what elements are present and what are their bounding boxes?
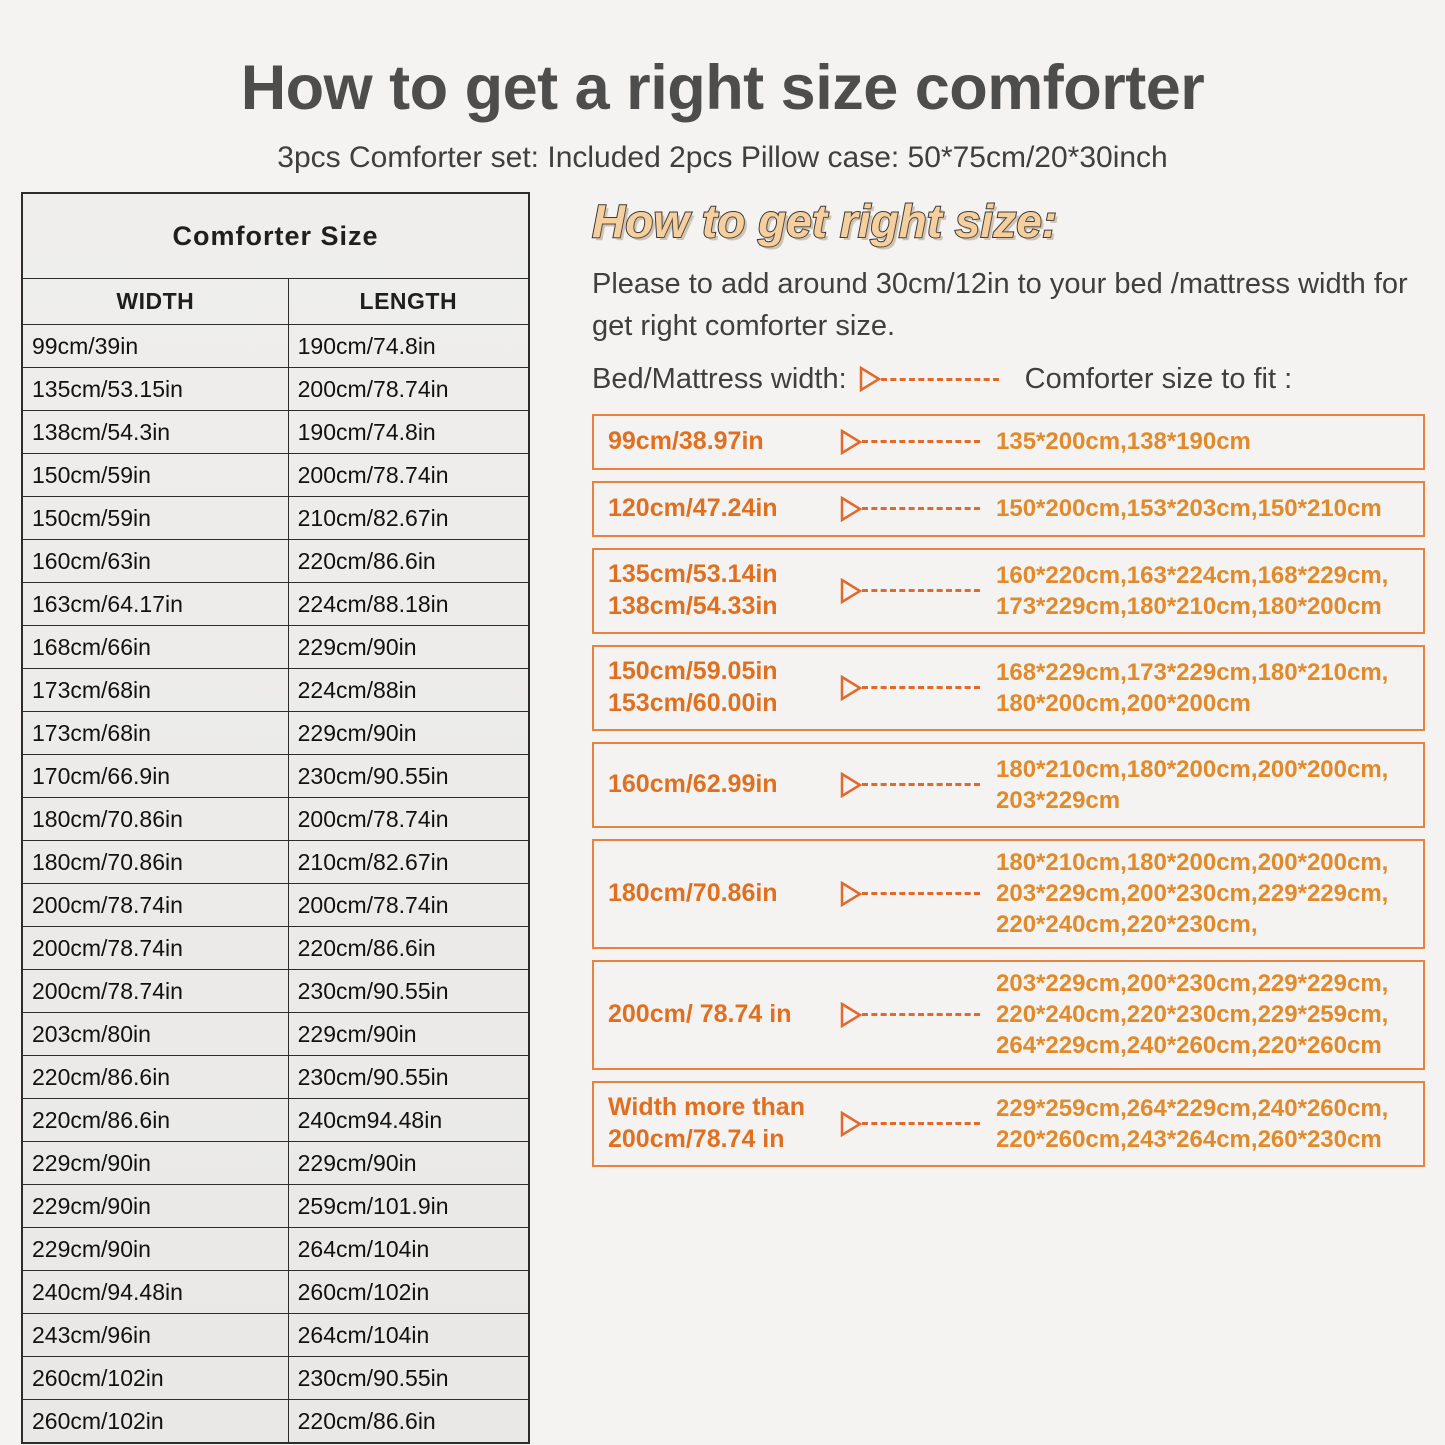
mapping-row xyxy=(592,481,1425,537)
cell-width: 180cm/70.86in xyxy=(23,841,288,884)
mapping-row xyxy=(592,548,1425,634)
cell-length: 220cm/86.6in xyxy=(288,927,528,970)
cell-width: 229cm/90in xyxy=(23,1228,288,1271)
cell-width: 260cm/102in xyxy=(23,1400,288,1443)
mapping-row xyxy=(592,960,1425,1070)
cell-width: 240cm/94.48in xyxy=(23,1271,288,1314)
mapping-row xyxy=(592,1081,1425,1167)
cell-length: 200cm/78.74in xyxy=(288,368,528,411)
cell-width: 160cm/63in xyxy=(23,540,288,583)
cell-length: 220cm/86.6in xyxy=(288,1400,528,1443)
cell-width: 203cm/80in xyxy=(23,1013,288,1056)
cell-length: 230cm/90.55in xyxy=(288,1056,528,1099)
dashed-line xyxy=(862,1122,980,1125)
mapping-bed-width: 135cm/53.14in 138cm/54.33in xyxy=(608,560,778,620)
cell-length: 230cm/90.55in xyxy=(288,1357,528,1400)
table-row xyxy=(23,1357,528,1400)
table-row xyxy=(23,497,528,540)
mapping-comforter-sizes: 135*200cm,138*190cm xyxy=(996,428,1251,456)
cell-width: 220cm/86.6in xyxy=(23,1099,288,1142)
dashed-line xyxy=(862,440,980,443)
dashed-line xyxy=(862,1013,980,1016)
mapping-row xyxy=(592,645,1425,731)
table-row xyxy=(23,325,528,368)
cell-width: 229cm/90in xyxy=(23,1185,288,1228)
mapping-bed-width: 180cm/70.86in xyxy=(608,879,778,908)
mapping-bed-width: 120cm/47.24in xyxy=(608,494,778,523)
table-row xyxy=(23,755,528,798)
mapping-comforter-sizes: 180*210cm,180*200cm,200*200cm, 203*229cm xyxy=(996,755,1389,814)
cell-width: 173cm/68in xyxy=(23,712,288,755)
cell-length: 230cm/90.55in xyxy=(288,755,528,798)
table-row xyxy=(23,1314,528,1357)
cell-length: 264cm/104in xyxy=(288,1228,528,1271)
mapping-comforter-sizes: 168*229cm,173*229cm,180*210cm, 180*200cm,200*200cm xyxy=(996,658,1389,717)
table-row xyxy=(23,798,528,841)
mapping-bed-width: 200cm/ 78.74 in xyxy=(608,1000,792,1029)
cell-width: 243cm/96in xyxy=(23,1314,288,1357)
column-header-width: WIDTH xyxy=(23,279,288,325)
arrow-right-icon xyxy=(840,1111,990,1137)
mapping-bed-width: Width more than 200cm/78.74 in xyxy=(608,1093,805,1153)
cell-length: 260cm/102in xyxy=(288,1271,528,1314)
cell-length: 230cm/90.55in xyxy=(288,970,528,1013)
cell-length: 200cm/78.74in xyxy=(288,454,528,497)
table-row xyxy=(23,884,528,927)
cell-width: 229cm/90in xyxy=(23,1142,288,1185)
cell-width: 170cm/66.9in xyxy=(23,755,288,798)
cell-width: 180cm/70.86in xyxy=(23,798,288,841)
arrow-right-icon xyxy=(840,429,990,455)
arrow-right-icon xyxy=(840,578,990,604)
table-row xyxy=(23,1271,528,1314)
dashed-line xyxy=(862,686,980,689)
table-caption: Comforter Size xyxy=(23,194,528,279)
arrow-right-icon xyxy=(840,1002,990,1028)
cell-width: 173cm/68in xyxy=(23,669,288,712)
dashed-line xyxy=(862,507,980,510)
mapping-row xyxy=(592,742,1425,828)
cell-length: 200cm/78.74in xyxy=(288,884,528,927)
table-row xyxy=(23,669,528,712)
mapping-comforter-sizes: 203*229cm,200*230cm,229*229cm, 220*240cm,220*230cm,229*259cm, 264*229cm,240*260cm,220*260cm xyxy=(996,969,1389,1060)
arrow-right-icon xyxy=(840,675,990,701)
cell-width: 163cm/64.17in xyxy=(23,583,288,626)
mapping-comforter-sizes: 229*259cm,264*229cm,240*260cm, 220*260cm,243*264cm,260*230cm xyxy=(996,1094,1389,1153)
cell-length: 224cm/88in xyxy=(288,669,528,712)
table-row xyxy=(23,368,528,411)
cell-width: 168cm/66in xyxy=(23,626,288,669)
legend-label-left: Bed/Mattress width: xyxy=(592,362,847,395)
cell-width: 135cm/53.15in xyxy=(23,368,288,411)
mapping-row xyxy=(592,839,1425,949)
table-row xyxy=(23,1400,528,1443)
table-row xyxy=(23,1185,528,1228)
cell-length: 259cm/101.9in xyxy=(288,1185,528,1228)
dashed-line xyxy=(862,892,980,895)
mapping-bed-width: 99cm/38.97in xyxy=(608,427,764,456)
arrow-right-icon xyxy=(840,881,990,907)
cell-width: 150cm/59in xyxy=(23,454,288,497)
cell-length: 210cm/82.67in xyxy=(288,497,528,540)
table-row xyxy=(23,583,528,626)
table-row xyxy=(23,454,528,497)
mapping-comforter-sizes: 160*220cm,163*224cm,168*229cm, 173*229cm,180*210cm,180*200cm xyxy=(996,561,1389,620)
cell-length: 229cm/90in xyxy=(288,626,528,669)
mapping-comforter-sizes: 150*200cm,153*203cm,150*210cm xyxy=(996,495,1382,523)
cell-width: 260cm/102in xyxy=(23,1357,288,1400)
arrow-right-icon xyxy=(840,496,990,522)
table-row xyxy=(23,841,528,884)
dashed-line xyxy=(862,589,980,592)
page-title: How to get a right size comforter xyxy=(240,53,1205,123)
comforter-size-table xyxy=(21,192,530,1444)
arrow-right-icon xyxy=(859,366,999,392)
guide-description: Please to add around 30cm/12in to your bed /mattress width for get right comforter size. xyxy=(592,267,1408,342)
page-subtitle: 3pcs Comforter set: Included 2pcs Pillow case: 50*75cm/20*30inch xyxy=(277,141,1168,174)
cell-length: 229cm/90in xyxy=(288,1013,528,1056)
table-row xyxy=(23,1142,528,1185)
cell-width: 200cm/78.74in xyxy=(23,884,288,927)
table-row xyxy=(23,712,528,755)
cell-length: 264cm/104in xyxy=(288,1314,528,1357)
mapping-row xyxy=(592,414,1425,470)
table-row xyxy=(23,1013,528,1056)
dashed-line xyxy=(881,378,999,381)
legend-label-right: Comforter size to fit : xyxy=(1024,362,1293,395)
cell-length: 190cm/74.8in xyxy=(288,411,528,454)
cell-width: 138cm/54.3in xyxy=(23,411,288,454)
mapping-comforter-sizes: 180*210cm,180*200cm,200*200cm, 203*229cm,200*230cm,229*229cm, 220*240cm,220*230cm, xyxy=(996,848,1389,939)
mapping-bed-width: 150cm/59.05in 153cm/60.00in xyxy=(608,657,778,717)
cell-length: 190cm/74.8in xyxy=(288,325,528,368)
cell-width: 150cm/59in xyxy=(23,497,288,540)
dashed-line xyxy=(862,783,980,786)
mapping-bed-width: 160cm/62.99in xyxy=(608,770,778,799)
table-row xyxy=(23,626,528,669)
cell-width: 99cm/39in xyxy=(23,325,288,368)
table-row xyxy=(23,927,528,970)
cell-length: 200cm/78.74in xyxy=(288,798,528,841)
cell-width: 220cm/86.6in xyxy=(23,1056,288,1099)
cell-length: 224cm/88.18in xyxy=(288,583,528,626)
cell-length: 240cm94.48in xyxy=(288,1099,528,1142)
size-guide xyxy=(592,196,1425,1178)
guide-legend xyxy=(592,363,1425,396)
cell-width: 200cm/78.74in xyxy=(23,927,288,970)
cell-length: 229cm/90in xyxy=(288,1142,528,1185)
table-row xyxy=(23,1228,528,1271)
table-row xyxy=(23,1099,528,1142)
table-row xyxy=(23,411,528,454)
cell-width: 200cm/78.74in xyxy=(23,970,288,1013)
guide-heading: How to get right size: xyxy=(592,195,1058,247)
cell-length: 210cm/82.67in xyxy=(288,841,528,884)
cell-length: 229cm/90in xyxy=(288,712,528,755)
cell-length: 220cm/86.6in xyxy=(288,540,528,583)
arrow-right-icon xyxy=(840,772,990,798)
table-row xyxy=(23,970,528,1013)
table-row xyxy=(23,540,528,583)
mapping-list xyxy=(592,414,1425,1167)
table-row xyxy=(23,1056,528,1099)
column-header-length: LENGTH xyxy=(288,279,528,325)
